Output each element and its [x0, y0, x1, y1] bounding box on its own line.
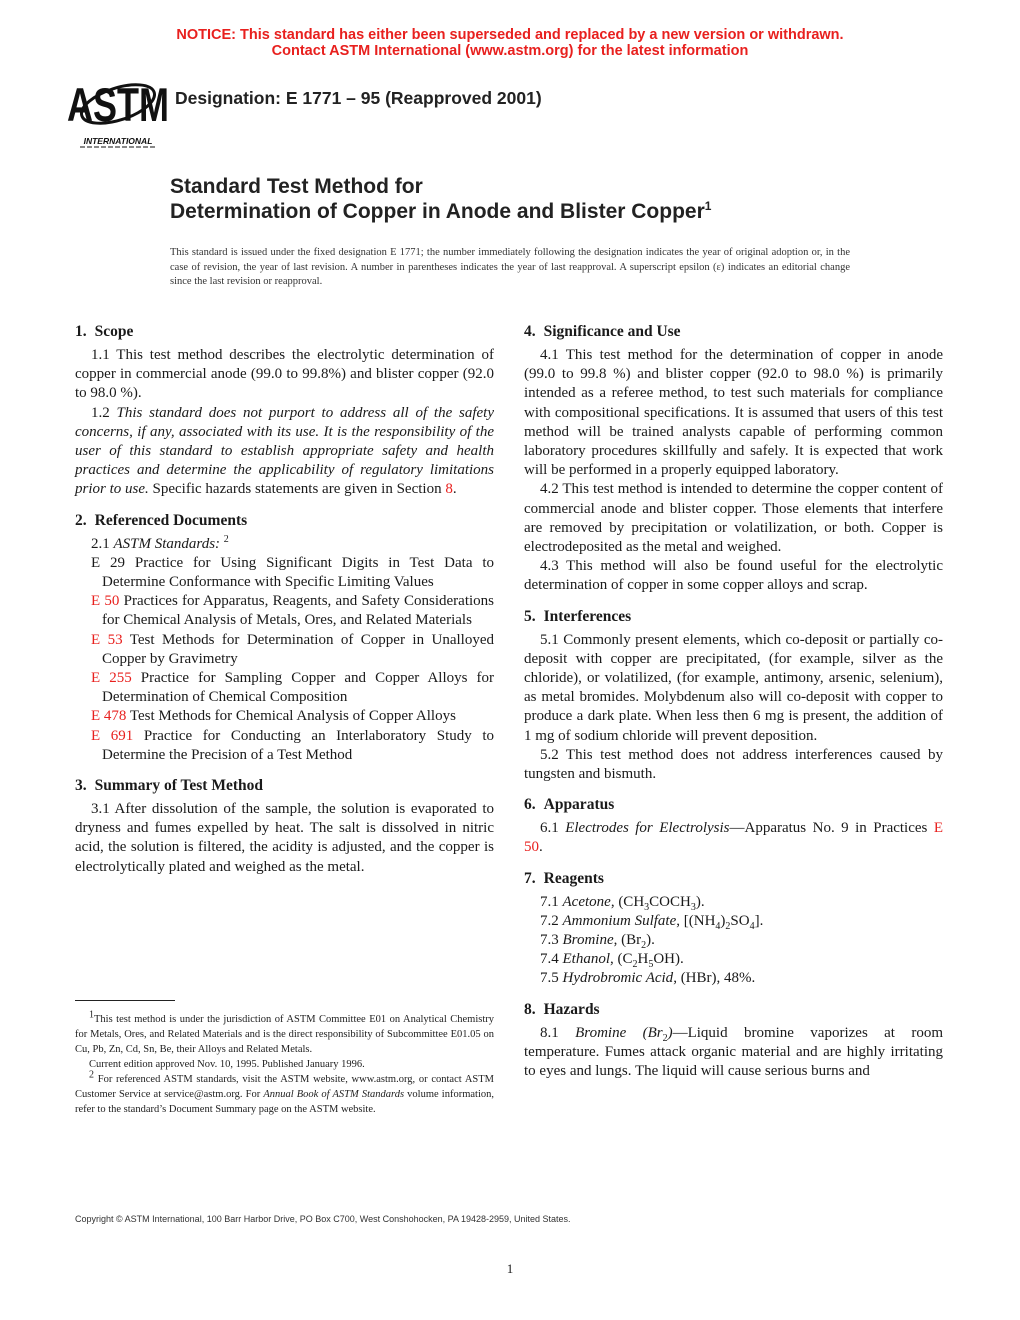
reference-link[interactable]: 8: [445, 481, 453, 498]
issued-note: This standard is issued under the fixed designation E 1771; the number immediately following the designation indicates the year of original adoption or, in the case of revision, the year of last revision. A number in parentheses indicates the year of last reapproval. A superscript epsilon (ε) indicates an editorial change since the last revision or reapproval.: [170, 247, 850, 287]
italic-text: Bromine: [562, 932, 614, 949]
superscript: 1: [89, 1009, 94, 1021]
text-run: , (Br: [613, 932, 642, 949]
text-run: ): [720, 912, 726, 929]
right-column: [524, 322, 943, 1092]
text-run: 7.1: [540, 893, 563, 910]
reference-code[interactable]: E 691: [91, 727, 134, 744]
italic-text: ): [667, 1024, 673, 1041]
section-number: 4.: [524, 323, 536, 340]
text-run: 4.2 This test method is intended to determine the copper content of commercial anode and blister copper. Those elements that interfere are removed by precipitation or volatilization, or both. Copper is electrodeposited as the metal and weighed.: [524, 481, 943, 556]
referenced-document: [75, 669, 494, 707]
text-run: H: [637, 951, 649, 968]
paragraph: [524, 950, 943, 969]
section-title: Significance and Use: [543, 323, 681, 340]
paragraph: [75, 404, 494, 500]
astm-logo: [67, 74, 169, 150]
section-heading: [524, 1000, 943, 1020]
paragraph: [75, 535, 494, 554]
text-run: 4.3 This method will also be found useful for the electrolytic determination of copper in some copper alloys and scrap.: [524, 558, 943, 594]
reference-title: Test Methods for Chemical Analysis of Copper Alloys: [126, 708, 456, 725]
section-interferences: [524, 607, 943, 785]
section-heading: [75, 511, 494, 531]
paragraph: [524, 1024, 943, 1082]
paragraph: [75, 346, 494, 404]
subscript: 4: [715, 920, 721, 932]
svg-text:ASTM: ASTM: [67, 78, 169, 131]
paragraph: [524, 346, 943, 480]
copyright: Copyright © ASTM International, 100 Barr Harbor Drive, PO Box C700, West Conshohocken, PA 19428-2959, United States.: [75, 1214, 571, 1224]
text-run: 8.1: [540, 1024, 576, 1041]
reference-title: Test Methods for Determination of Copper in Unalloyed Copper by Gravimetry: [102, 631, 494, 667]
text-run: 1.1 This test method describes the electrolytic determination of copper in commercial anode (99.0 to 99.8%) and blister copper (92.0 to 98.0 %).: [75, 347, 494, 402]
section-referenced-documents: [75, 511, 494, 765]
paragraph: [524, 912, 943, 931]
section-title: Summary of Test Method: [94, 777, 263, 795]
left-column: [75, 322, 494, 888]
title-footnote-mark: 1: [704, 199, 712, 213]
text-run: volume information, refer to the standard’s Document Summary page on the ASTM website.: [75, 1089, 494, 1115]
reference-code[interactable]: E 478: [91, 708, 127, 725]
text-run: 2.1: [91, 535, 114, 552]
paragraph: [524, 931, 943, 950]
document-title: [170, 174, 711, 224]
text-run: 5.1 Commonly present elements, which co-deposit or partially co-deposit with copper are precipitated, (for example, silver as the chloride), or volatilized, (for example, antimony, arsenic, selenium), as metal bromides. Molybdenum also will co-deposit with copper to produce a dark plate. When less then 6 mg is present, the addition of 1 mg of sodium chloride will prevent deposition.: [524, 631, 943, 744]
paragraph: [524, 746, 943, 784]
reference-title: Practice for Using Significant Digits in Test Data to Determine Conformance with Specific Limiting Values: [102, 554, 494, 591]
section-number: 5.: [524, 607, 536, 625]
notice-line-2: Contact ASTM International (www.astm.org) for the latest information: [271, 43, 749, 59]
reference-link[interactable]: E 50: [524, 820, 944, 856]
text-run: SO: [730, 912, 750, 929]
text-run: 1.2: [91, 404, 117, 421]
footnotes: [75, 1009, 494, 1117]
text-run: 7.3: [540, 932, 563, 949]
text-run: , (HBr), 48%.: [673, 970, 756, 987]
text-run: 7.2: [540, 912, 563, 929]
section-title: Hazards: [543, 1000, 600, 1018]
section-heading: [75, 322, 494, 342]
subscript: 4: [749, 920, 755, 932]
title-line-1: Standard Test Method for: [170, 175, 423, 198]
italic-text: Bromine (Br: [575, 1024, 663, 1041]
paragraph: [524, 893, 943, 912]
paragraph: [524, 969, 943, 988]
text-run: —Liquid bromine vaporizes at room temperature. Fumes attack organic material and are highly irritating to eyes and lungs. The liquid will cause serious burns and: [524, 1024, 943, 1080]
footnote: [75, 1069, 494, 1117]
text-run: For referenced ASTM standards, visit the ASTM website, www.astm.org, or contact ASTM Customer Service at service@astm.org. For: [75, 1074, 494, 1100]
reference-code[interactable]: E 53: [91, 631, 123, 648]
reference-title: Practices for Apparatus, Reagents, and Safety Considerations for Chemical Analysis of Metals, Ores, and Related Materials: [102, 593, 494, 629]
referenced-document: [75, 592, 494, 630]
paragraph: [75, 800, 494, 877]
footnote-divider: [75, 1000, 175, 1001]
italic-text: Electrodes for Electrolysis: [565, 820, 730, 837]
referenced-document: [75, 707, 494, 726]
subscript: 2: [632, 959, 638, 971]
text-run: 3.1 After dissolution of the sample, the solution is evaporated to dryness and fumes expelled by heat. The salt is dissolved in nitric acid, the solution is filtered, the acidity is adjusted, and the copper is electrolytically plated and weighed as the metal.: [75, 801, 494, 875]
superscript: 2: [223, 533, 229, 545]
section-hazards: [524, 1000, 943, 1082]
title-line-2-text: Determination of Copper in Anode and Blister Copper: [170, 200, 705, 223]
subscript: 3: [644, 901, 650, 913]
paragraph: [524, 631, 943, 746]
paragraph: [524, 819, 943, 857]
italic-text: Annual Book of ASTM Standards: [263, 1089, 405, 1100]
section-title: Apparatus: [543, 796, 615, 814]
notice-line-1: NOTICE: This standard has either been superseded and replaced by a new version or withdrawn.: [176, 27, 844, 43]
section-title: Reagents: [543, 869, 604, 887]
text-run: , (CH: [610, 893, 645, 910]
text-run: This test method is under the jurisdiction of ASTM Committee E01 on Analytical Chemistry for Metals, Ores, and Related Materials and is the direct responsibility of Subcommittee E01.05 on Cu, Pb, Zn, Cd, Sn, Be, their Alloys and Related Metals.: [75, 1014, 494, 1055]
reference-title: Practice for Sampling Copper and Copper Alloys for Determination of Chemical Composition: [102, 670, 495, 706]
section-summary-of-test-method: [75, 776, 494, 877]
title-line-2: [170, 199, 711, 224]
subscript: 3: [690, 901, 696, 913]
paragraph: [524, 480, 943, 557]
section-heading: [75, 776, 494, 796]
section-scope: [75, 322, 494, 500]
reference-title: Practice for Conducting an Interlaboratory Study to Determine the Precision of a Test Method: [102, 727, 494, 763]
text-run: , [(NH: [676, 912, 716, 929]
section-title: Referenced Documents: [94, 511, 248, 529]
subscript: 2: [662, 1032, 668, 1044]
section-number: 3.: [75, 777, 87, 795]
text-run: 7.4: [540, 951, 563, 968]
section-number: 8.: [524, 1000, 536, 1018]
text-run: Current edition approved Nov. 10, 1995. Published January 1996.: [89, 1059, 365, 1070]
section-significance-and-use: [524, 322, 943, 596]
italic-text: Hydrobromic Acid: [562, 970, 674, 987]
text-run: 7.5: [540, 970, 563, 987]
text-run: ).: [646, 932, 655, 949]
footnote: [75, 1057, 494, 1072]
svg-text:INTERNATIONAL: INTERNATIONAL: [83, 136, 153, 146]
text-run: , (C: [610, 951, 633, 968]
section-apparatus: [524, 795, 943, 857]
superscript: 2: [89, 1069, 94, 1081]
reference-code[interactable]: E 50: [91, 593, 120, 610]
reference-code: E 29: [91, 554, 126, 571]
section-title: Scope: [94, 323, 134, 340]
section-reagents: [524, 869, 943, 989]
reference-code[interactable]: E 255: [91, 670, 132, 687]
text-run: —Apparatus No. 9 in Practices: [729, 820, 934, 837]
italic-text: Acetone: [562, 893, 611, 910]
text-run: 5.2 This test method does not address interferences caused by tungsten and bismuth.: [524, 746, 943, 783]
referenced-document: [75, 631, 494, 669]
text-run: OH).: [653, 951, 684, 968]
text-run: ].: [754, 912, 764, 929]
designation: Designation: E 1771 – 95 (Reapproved 2001): [175, 88, 542, 108]
text-run: ).: [695, 893, 705, 910]
italic-text: This standard does not purport to address all of the safety concerns, if any, associated with its use. It is the responsibility of the user of this standard to establish appropriate safety and health practices and determine the applicability of regulatory limitations prior to use.: [75, 404, 495, 498]
subscript: 2: [725, 920, 731, 932]
footnote: [75, 1009, 494, 1057]
page-number: 1: [506, 1261, 514, 1276]
italic-text: Ammonium Sulfate: [562, 912, 677, 929]
italic-text: ASTM Standards:: [113, 535, 221, 552]
section-number: 2.: [75, 511, 87, 529]
subscript: 2: [641, 940, 647, 952]
italic-text: Ethanol: [562, 951, 610, 968]
text-run: .: [452, 481, 457, 498]
section-number: 1.: [75, 323, 87, 340]
paragraph: [524, 557, 943, 595]
text-run: 6.1: [540, 820, 566, 837]
referenced-document: [75, 554, 494, 592]
section-number: 6.: [524, 796, 536, 814]
section-heading: [524, 869, 943, 889]
referenced-document: [75, 727, 494, 765]
withdrawn-notice: [0, 27, 1020, 59]
section-title: Interferences: [543, 607, 632, 625]
text-run: Specific hazards statements are given in Section: [148, 481, 446, 498]
subscript: 5: [648, 959, 654, 971]
section-heading: [524, 322, 943, 342]
astm-logo-icon: [67, 74, 169, 150]
text-run: .: [539, 839, 543, 856]
text-run: COCH: [649, 893, 691, 910]
section-heading: [524, 607, 943, 627]
section-heading: [524, 795, 943, 815]
section-number: 7.: [524, 869, 536, 887]
text-run: 4.1 This test method for the determination of copper in anode (99.0 to 99.8 %) and blister copper (92.0 to 98.0 %) is primarily intended as a referee method, to test such materials for compliance with compositional specifications. It is assumed that users of this test method will be trained analysts capable of performing common laboratory procedures skillfully and safely. It is expected that work will be performed in a properly equipped laboratory.: [524, 347, 943, 479]
